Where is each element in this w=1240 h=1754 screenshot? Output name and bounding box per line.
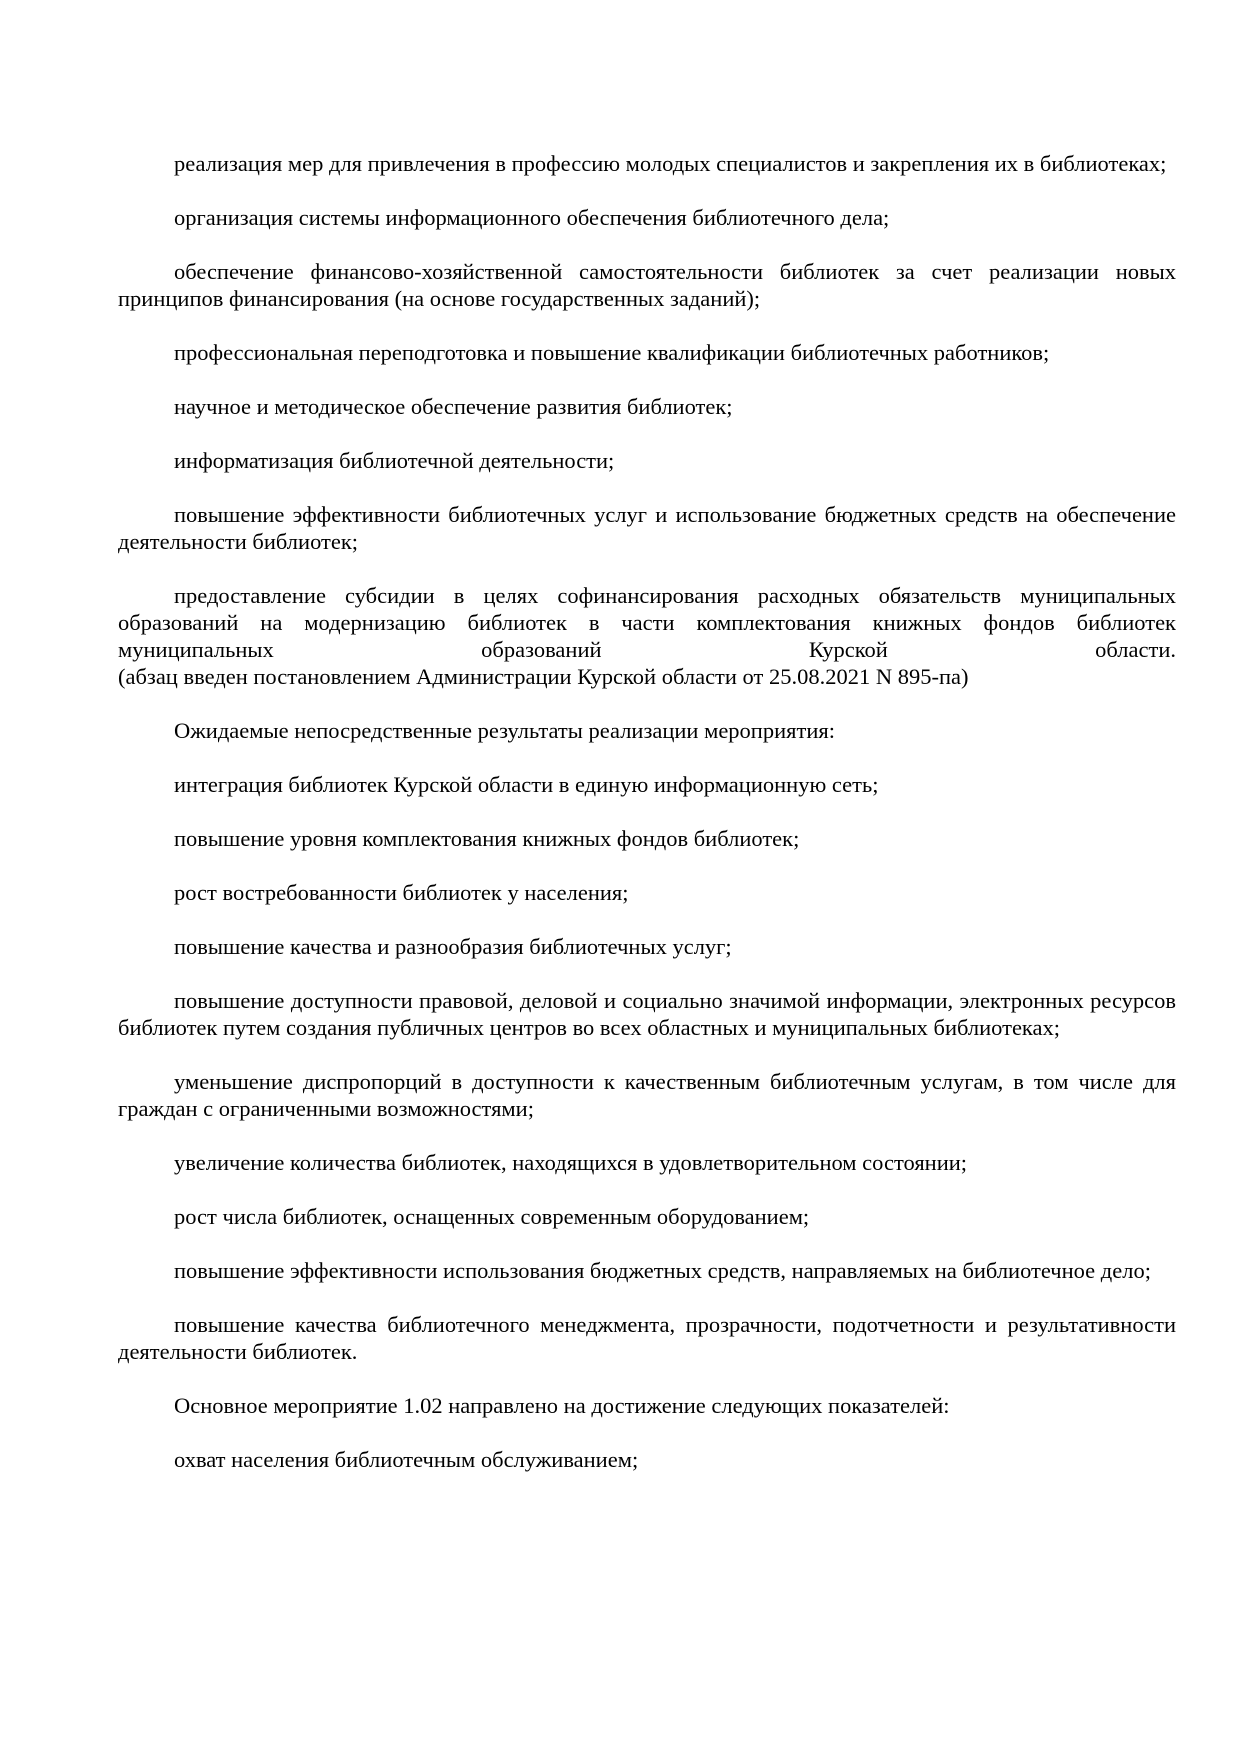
paragraph-disproportion-reduction: уменьшение диспропорций в доступности к качественным библиотечным услугам, в том числе для граждан с ограниченными возможностями;: [118, 1069, 1176, 1121]
paragraph-expected-results-heading: Ожидаемые непосредственные результаты реализации мероприятия:: [174, 718, 835, 743]
paragraph-network-integration: интеграция библиотек Курской области в единую информационную сеть;: [174, 772, 879, 797]
paragraph-financial-independence: обеспечение финансово-хозяйственной самостоятельности библиотек за счет реализации новых принципов финансирования (на основе государственных заданий);: [118, 259, 1176, 311]
paragraph-indicators-heading: Основное мероприятие 1.02 направлено на достижение следующих показателей:: [174, 1393, 950, 1418]
paragraph-management-quality: повышение качества библиотечного менеджмента, прозрачности, подотчетности и результативности деятельности библиотек.: [118, 1312, 1176, 1364]
document-page: [118, 150, 1176, 1500]
paragraph-satisfactory-condition: увеличение количества библиотек, находящихся в удовлетворительном состоянии;: [174, 1150, 968, 1175]
paragraph-informatization: информатизация библиотечной деятельности;: [174, 448, 615, 473]
amendment-note: (абзац введен постановлением Администрации Курской области от 25.08.2021 N 895-па): [118, 664, 969, 689]
paragraph-population-coverage: охват населения библиотечным обслуживанием;: [174, 1447, 639, 1472]
paragraph-professional-training: профессиональная переподготовка и повышение квалификации библиотечных работников;: [174, 340, 1050, 365]
paragraph-budget-efficiency: повышение эффективности использования бюджетных средств, направляемых на библиотечное дело;: [174, 1258, 1151, 1283]
paragraph-information-access: повышение доступности правовой, деловой и социально значимой информации, электронных ресурсов библиотек путем создания публичных центров во всех областных и муниципальных библиотеках;: [118, 988, 1176, 1040]
paragraph-demand-growth: рост востребованности библиотек у населения;: [174, 880, 629, 905]
paragraph-fund-acquisition: повышение уровня комплектования книжных фондов библиотек;: [174, 826, 800, 851]
paragraph-young-specialists: реализация мер для привлечения в профессию молодых специалистов и закрепления их в библиотеках;: [174, 151, 1167, 176]
paragraph-modern-equipment: рост числа библиотек, оснащенных современным оборудованием;: [174, 1204, 810, 1229]
paragraph-subsidy: предоставление субсидии в целях софинансирования расходных обязательств муниципальных образований на модернизацию библиотек в части комплектования книжных фондов библиотек муниципальных образований Курской области.: [118, 583, 1176, 662]
paragraph-methodical-support: научное и методическое обеспечение развития библиотек;: [174, 394, 733, 419]
paragraph-information-support: организация системы информационного обеспечения библиотечного дела;: [174, 205, 890, 230]
paragraph-service-quality: повышение качества и разнообразия библиотечных услуг;: [174, 934, 732, 959]
paragraph-service-efficiency: повышение эффективности библиотечных услуг и использование бюджетных средств на обеспечение деятельности библиотек;: [118, 502, 1176, 554]
